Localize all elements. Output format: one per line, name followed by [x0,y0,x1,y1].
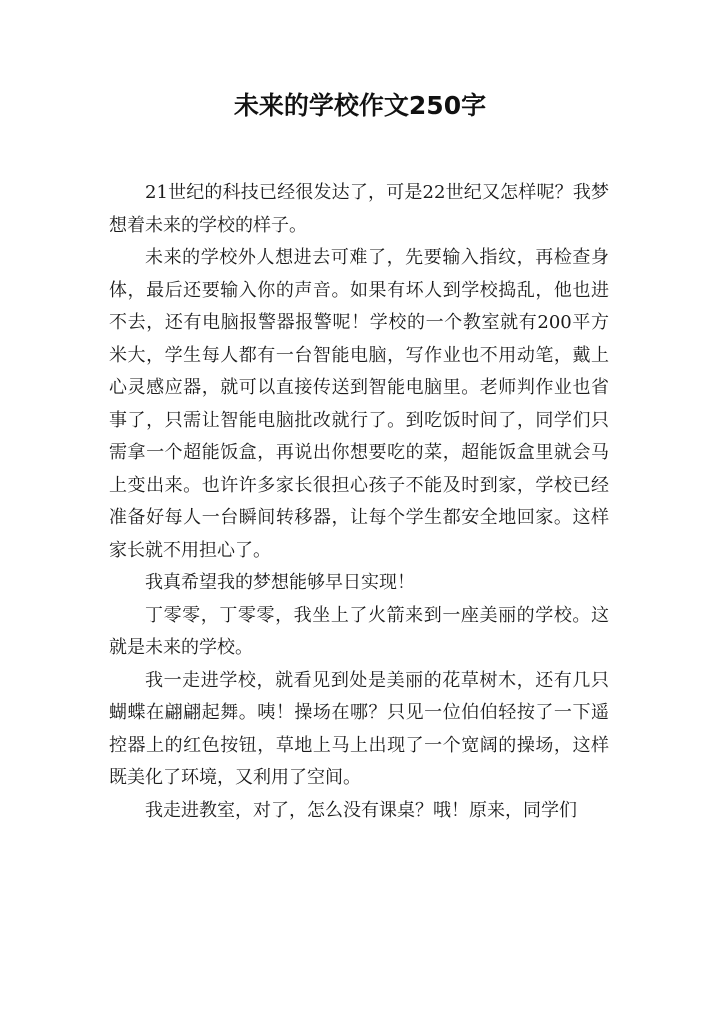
document-body [109,177,609,827]
paragraph: 我一走进学校，就看见到处是美丽的花草树木，还有几只蝴蝶在翩翩起舞。咦！操场在哪？只见一位伯伯轻按了一下遥控器上的红色按钮，草地上马上出现了一个宽阔的操场，这样既美化了环境，又利用了空间。 [109,669,609,788]
document-title: 未来的学校作文250字 [233,91,487,120]
paragraph: 未来的学校外人想进去可难了，先要输入指纹，再检查身体，最后还要输入你的声音。如果有坏人到学校捣乱，他也进不去，还有电脑报警器报警呢！学校的一个教室就有200平方米大，学生每人都有一台智能电脑，写作业也不用动笔，戴上心灵感应器，就可以直接传送到智能电脑里。老师判作业也省事了，只需让智能电脑批改就行了。到吃饭时间了，同学们只需拿一个超能饭盒，再说出你想要吃的菜，超能饭盒里就会马上变出来。也许许多家长很担心孩子不能及时到家，学校已经准备好每人一台瞬间转移器，让每个学生都安全地回家。这样家长就不用担心了。 [109,247,609,561]
paragraph: 21世纪的科技已经很发达了，可是22世纪又怎样呢？我梦想着未来的学校的样子。 [109,182,609,236]
paragraph: 丁零零，丁零零，我坐上了火箭来到一座美丽的学校。这就是未来的学校。 [109,604,609,658]
paragraph: 我走进教室，对了，怎么没有课桌？哦！原来，同学们 [145,799,577,821]
paragraph: 我真希望我的梦想能够早日实现！ [145,572,415,593]
